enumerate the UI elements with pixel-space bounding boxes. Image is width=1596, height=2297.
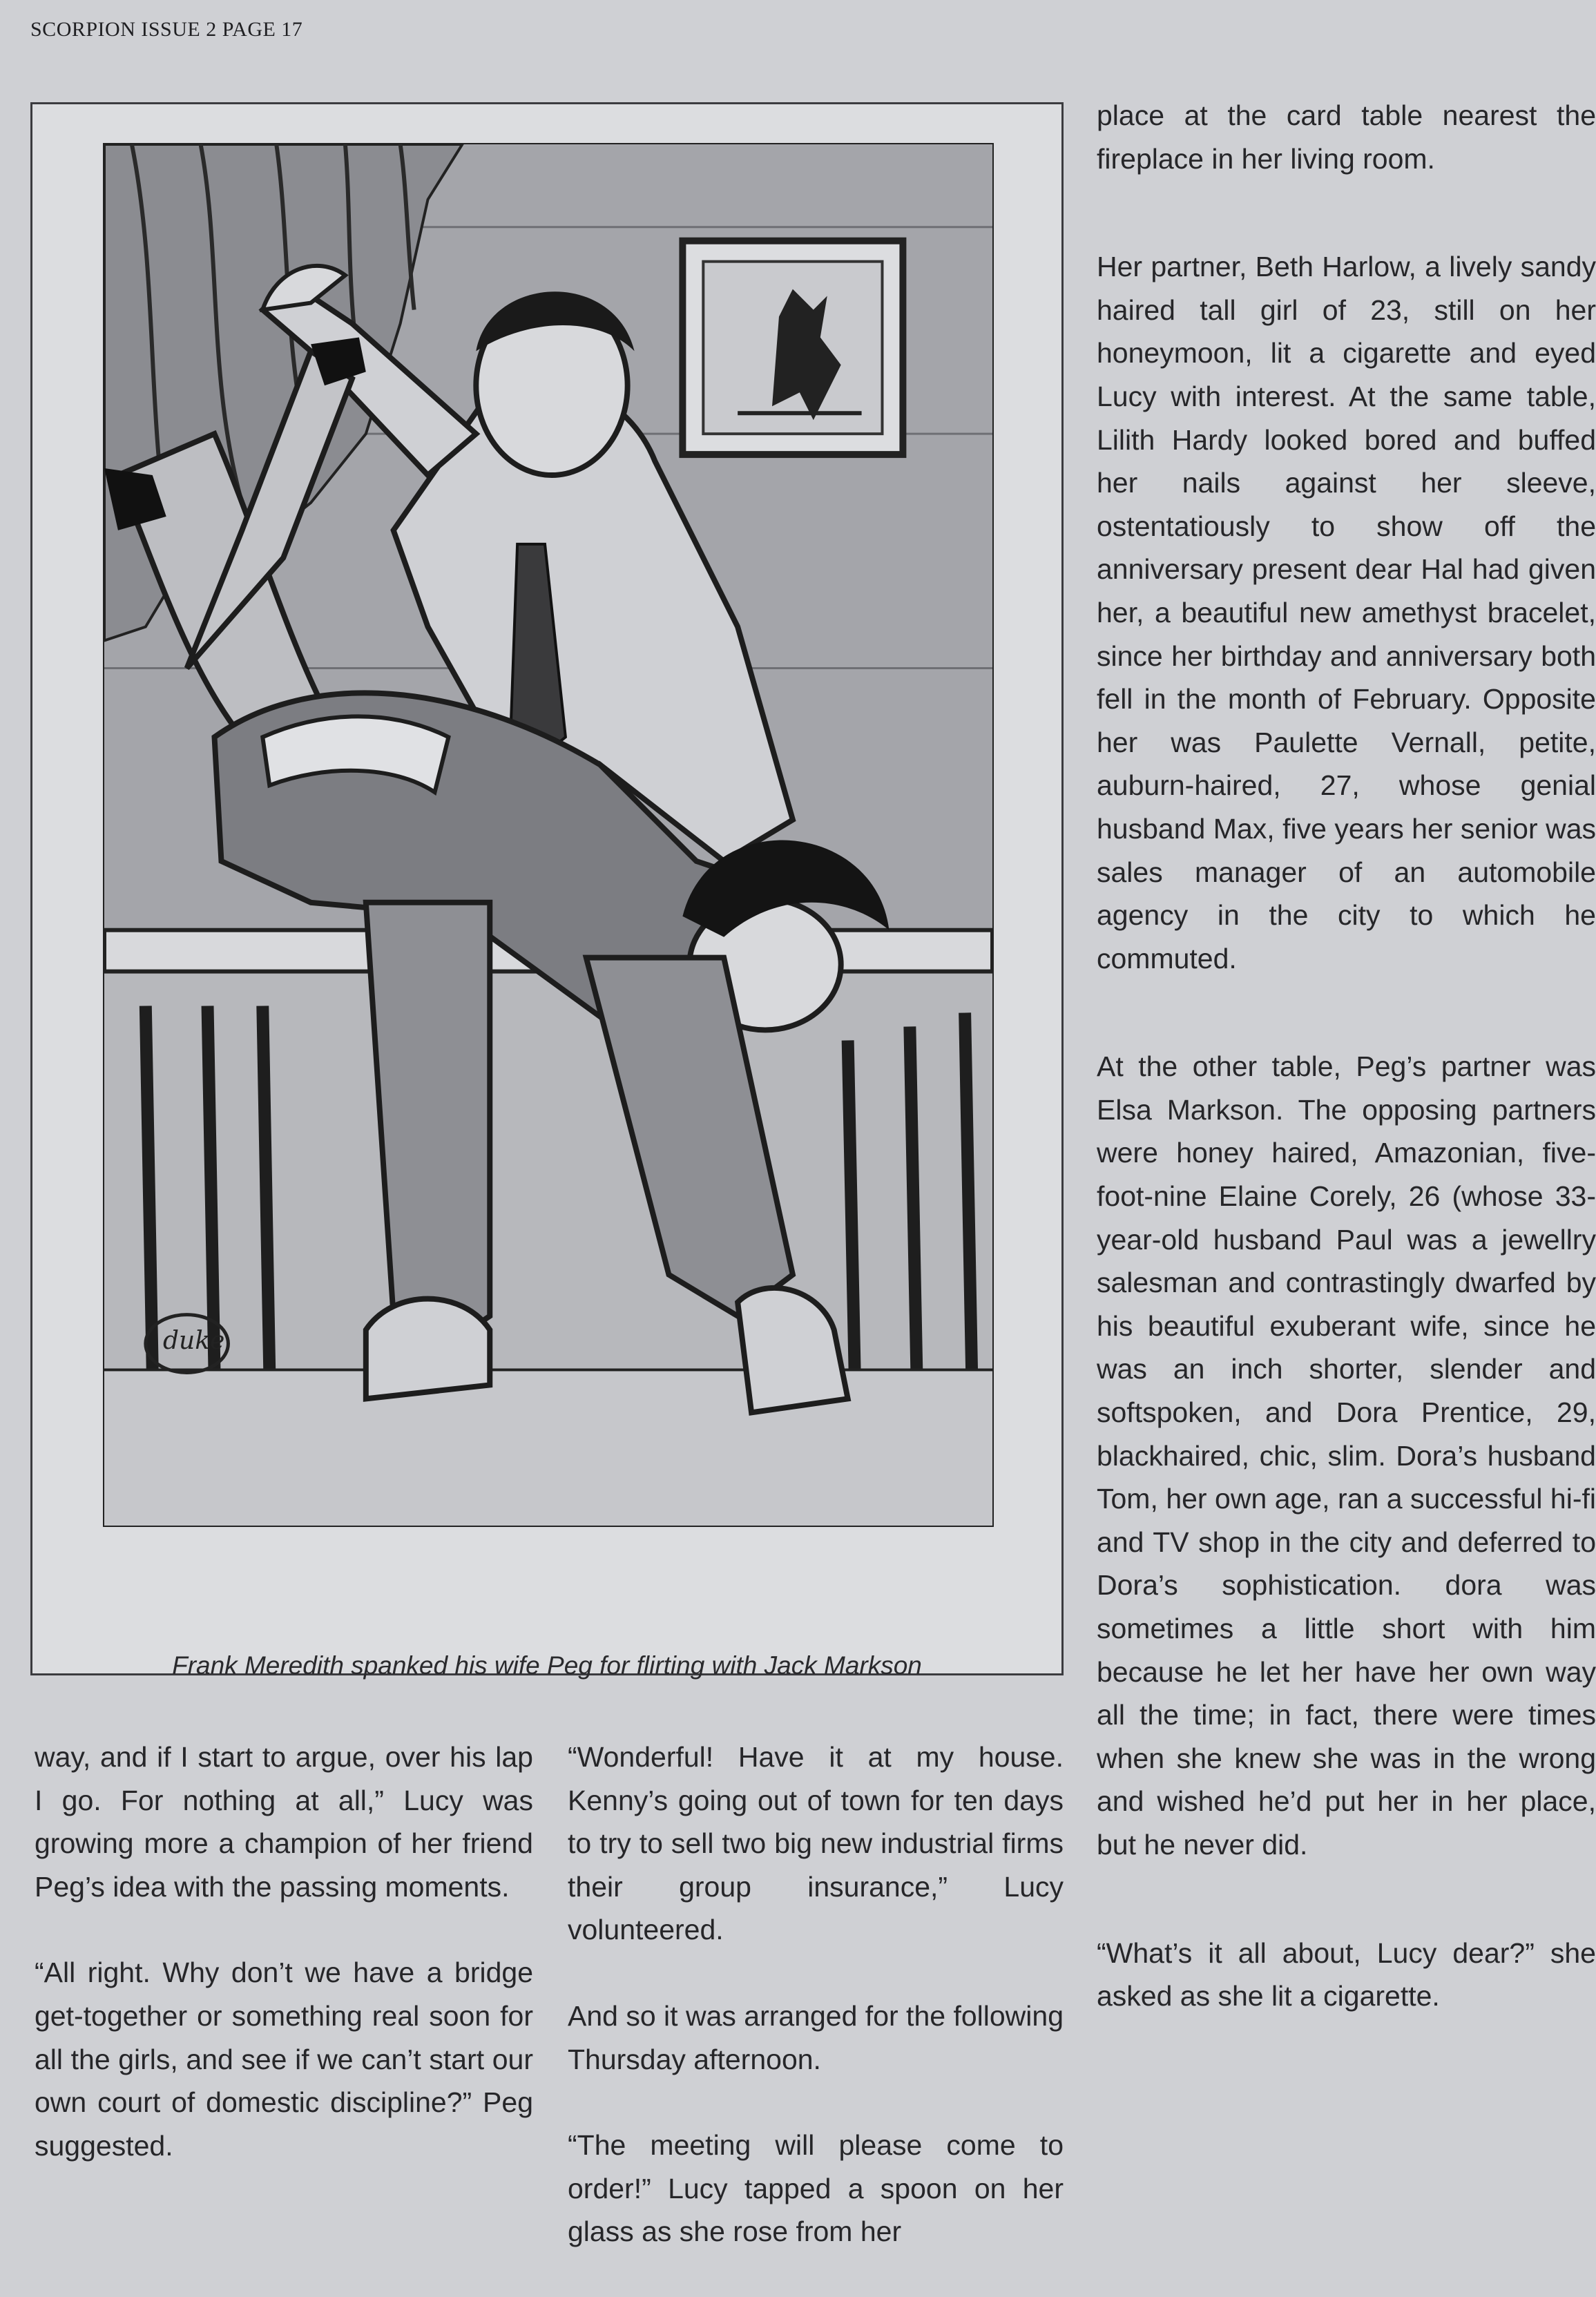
illustration-caption: Frank Meredith spanked his wife Peg for flirting with Jack Markson [172, 1651, 922, 1680]
text-column-3 [1097, 94, 1596, 2083]
artist-signature: duke [163, 1327, 225, 1355]
paragraph: “Wonderful! Have it at my house. Kenny’s going out of town for ten days to try to sell two big new industrial firms their group insurance,” Lucy volunteered. [568, 1741, 1064, 1946]
paragraph: way, and if I start to argue, over his lap I go. For nothing at all,” Lucy was growing more a champion of her friend Peg’s idea with the passing moments. [35, 1741, 533, 1903]
paragraph: And so it was arranged for the following Thursday afternoon. [568, 1999, 1064, 2075]
paragraph: Her partner, Beth Harlow, a lively sandy haired tall girl of 23, still on her honeymoon, lit a cigarette and eyed Lucy with interest. At the same table, Lilith Hardy looked bored and buffed her nails against her sleeve, ostentatiously to show off the anniversary present dear Hal had given her, a beautiful new amethyst bracelet, since her birthday and anniversary both fell in the month of February. Opposite her was Paulette Vernall, petite, auburn-haired, 27, whose genial husband Max, five years her senior was sales manager of an automobile agency in the city to which he commuted. [1097, 251, 1596, 974]
paragraph: place at the card table nearest the fireplace in her living room. [1097, 99, 1596, 175]
text-column-1 [35, 1736, 533, 2210]
paragraph: At the other table, Peg’s partner was Elsa Markson. The opposing partners were honey haired, Amazonian, five-foot-nine Elaine Corely, 26 (whose 33-year-old husband Paul was a jewellry salesman and contrastingly dwarfed by his beautiful exuberant wife, since he was an inch shorter, slender and softspoken, and Dora Prentice, 29, blackhaired, chic, slim. Dora’s husband Tom, her own age, ran a successful hi-fi and TV shop in the city and deferred to Dora’s sophistication. dora was sometimes a little short with him because he let her have her own way all the time; in fact, there were times when she knew she was in the wrong and wished he’d put her in her place, but he never did. [1097, 1050, 1596, 1861]
text-column-2 [568, 1736, 1064, 2296]
paragraph: “All right. Why don’t we have a bridge get-together or something real soon for all the girls, and see if we can’t start our own court of domestic discipline?” Peg suggested. [35, 1957, 533, 2162]
page-header: SCORPION ISSUE 2 PAGE 17 [30, 18, 303, 41]
illustration-figure [30, 102, 1064, 1680]
paragraph: “The meeting will please come to order!” Lucy tapped a spoon on her glass as she rose from her [568, 2129, 1064, 2248]
illustration-image [103, 143, 994, 1527]
paragraph: “What’s it all about, Lucy dear?” she asked as she lit a cigarette. [1097, 1936, 1596, 2012]
spanking-illustration [104, 144, 992, 1526]
